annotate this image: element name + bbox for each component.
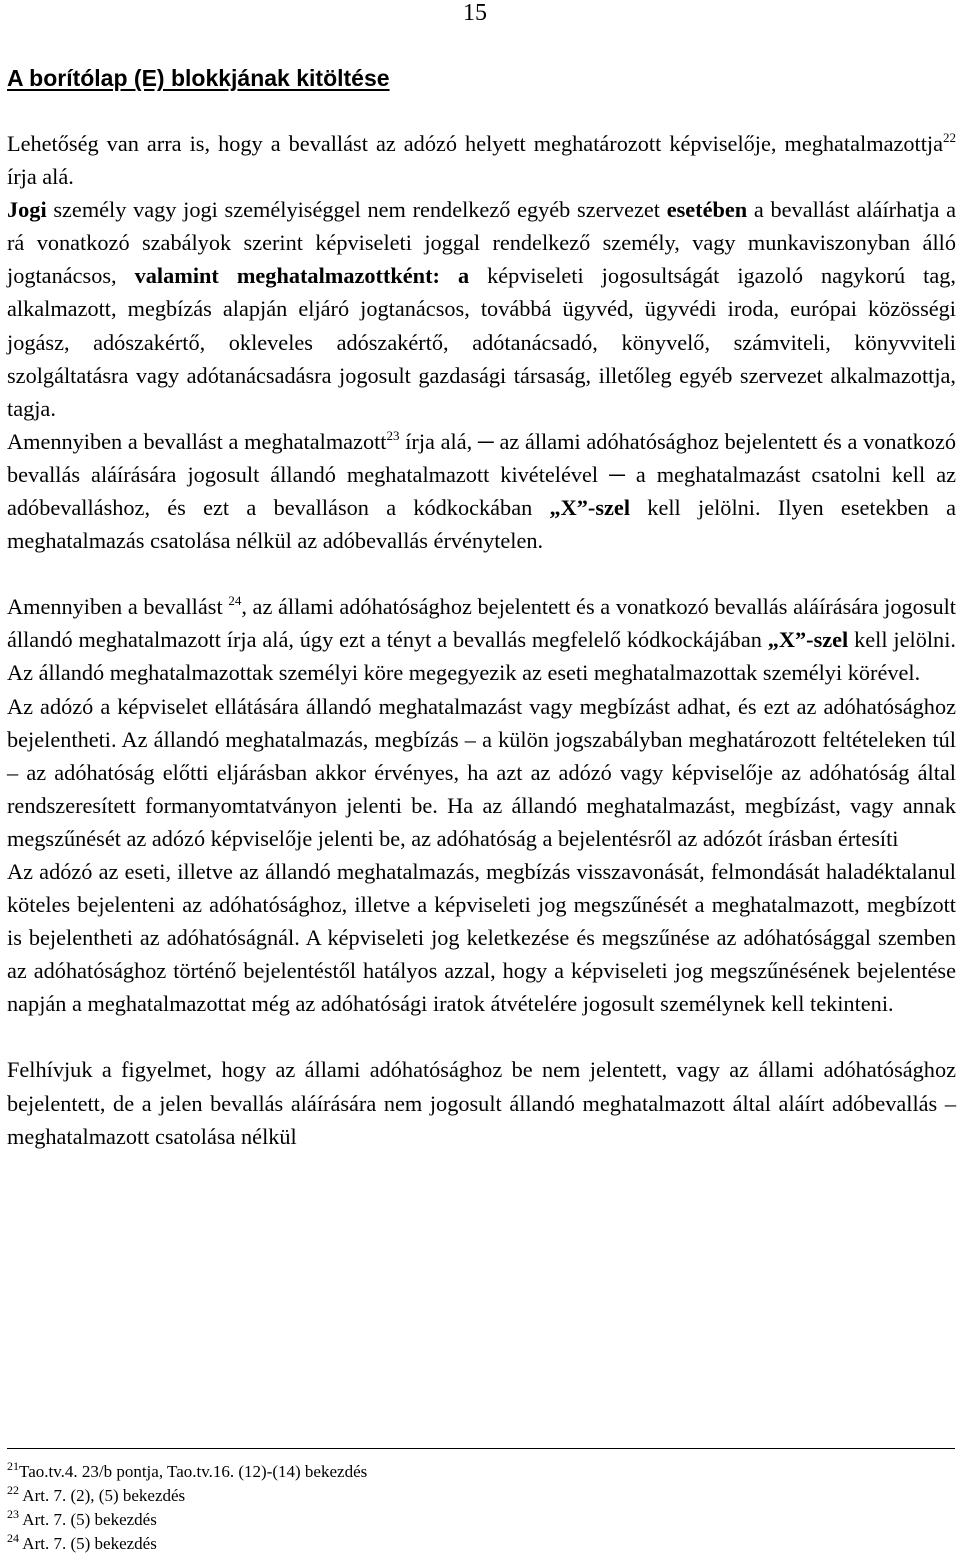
footnote-divider [7, 1448, 955, 1449]
footnote-23: $^{23}$ Art. 7. (5) bekezdés [7, 1507, 157, 1529]
footnote-ref-22: 22 [943, 130, 956, 145]
footnote-22: $^{22}$ Art. 7. (2), (5) bekezdés [7, 1483, 186, 1505]
document-body [7, 127, 956, 1153]
paragraph-proxy-signature: Amennyiben a bevallást a meghatalmazott$^{23}$ írja alá, ─ az állami adóhatósághoz bejelentett és a vonatkozó bevallás aláírására jogosult állandó meghatalmazott kivételével ─ a meghatalmazást csatolni kell az adóbevalláshoz, és ezt a bevalláson a kódkockában „X”-szel kell jelölni. Ilyen esetekben a meghatalmazás csatolása nélkül az adóbevallás érvénytelen. [7, 427, 957, 554]
paragraph-representative: Lehetőség van arra is, hogy a bevallást az adózó helyett meghatározott képviselője, meghatalmazottja$^{22}$ írja alá. [7, 130, 956, 190]
paragraph-revocation: Az adózó az eseti, illetve az állandó meghatalmazás, megbízás visszavonását, felmondását haladéktalanul köteles bejelenteni az adóhatósághoz, illetve a képviseleti jog megszűnését a meghatalmazott, megbízott is bejelentheti az adóhatóságnál. A képviseleti jog keletkezése és megszűnése az adóhatósággal szemben az adóhatósághoz történő bejelentéstől hatályos azzal, hogy a képviseleti jog megszűnésének bejelentése napján a meghatalmazottat még az adóhatósági iratok átvételére jogosult személynek kell tekinteni. [7, 858, 956, 1017]
page-number: 15 [463, 0, 487, 26]
footnote-21: $^{21}$Tao.tv.4. 23/b pontja, Tao.tv.16. (12)-(14) bekezdés [7, 1459, 368, 1481]
paragraph-legal-entity: Jogi személy vagy jogi személyiséggel nem rendelkező egyéb szervezet esetében a bevallást aláírhatja a rá vonatkozó szabályok szerint képviseleti joggal rendelkező személy, vagy munkaviszonyban álló jogtanácsos, valamint meghatalmazottként: a képviseleti jogosultságát igazoló nagykorú tag, alkalmazott, megbízás alapján eljáró jogtanácsos, továbbá ügyvéd, ügyvédi iroda, európai közösségi jogász, adószakértő, okleveles adószakértő, adótanácsadó, könyvelő, számviteli, könyvviteli szolgáltatásra vagy adótanácsadásra jogosult gazdasági társaság, illetőleg egyéb szervezet alkalmazottja, tagja. [7, 197, 957, 421]
footnote-ref-24: 24 [228, 593, 242, 609]
paragraph-permanent-proxy: Amennyiben a bevallást $^{24}$, az állami adóhatósághoz bejelentett és a vonatkozó bevallás aláírására jogosult állandó meghatalmazott írja alá, úgy ezt a tényt a bevallás megfelelő kódkockájában „X”-szel kell jelölni. Az állandó meghatalmazottak személyi köre megegyezik az eseti meghatalmazottak személyi körével. [7, 593, 957, 686]
paragraph-permanent-authorization: Az adózó a képviselet ellátására állandó meghatalmazást vagy megbízást adhat, és ezt az adóhatósághoz bejelentheti. Az állandó meghatalmazás, megbízás – a külön jogszabályban meghatározott feltételeken túl – az adóhatóság előtti eljárásban akkor érvényes, ha azt az adózó vagy képviselője az adóhatóság által rendszeresített formanyomtatványon jelenti be. Ha az állandó meghatalmazást, megbízást, vagy annak megszűnését az adózó képviselője jelenti be, az adóhatóság a bejelentésről az adózót írásban értesíti [7, 693, 956, 851]
paragraph-notice: Felhívjuk a figyelmet, hogy az állami adóhatósághoz be nem jelentett, vagy az állami adóhatósághoz bejelentett, de a jelen bevallás aláírására nem jogosult állandó meghatalmazott által aláírt adóbevallás – meghatalmazott csatolása nélkül [7, 1057, 956, 1149]
footnotes [7, 1460, 907, 1556]
section-heading: A borítólap (E) blokkjának kitöltése [7, 65, 390, 91]
footnote-ref-23: 23 [386, 427, 400, 443]
footnote-24: $^{24}$ Art. 7. (5) bekezdés [7, 1531, 157, 1553]
